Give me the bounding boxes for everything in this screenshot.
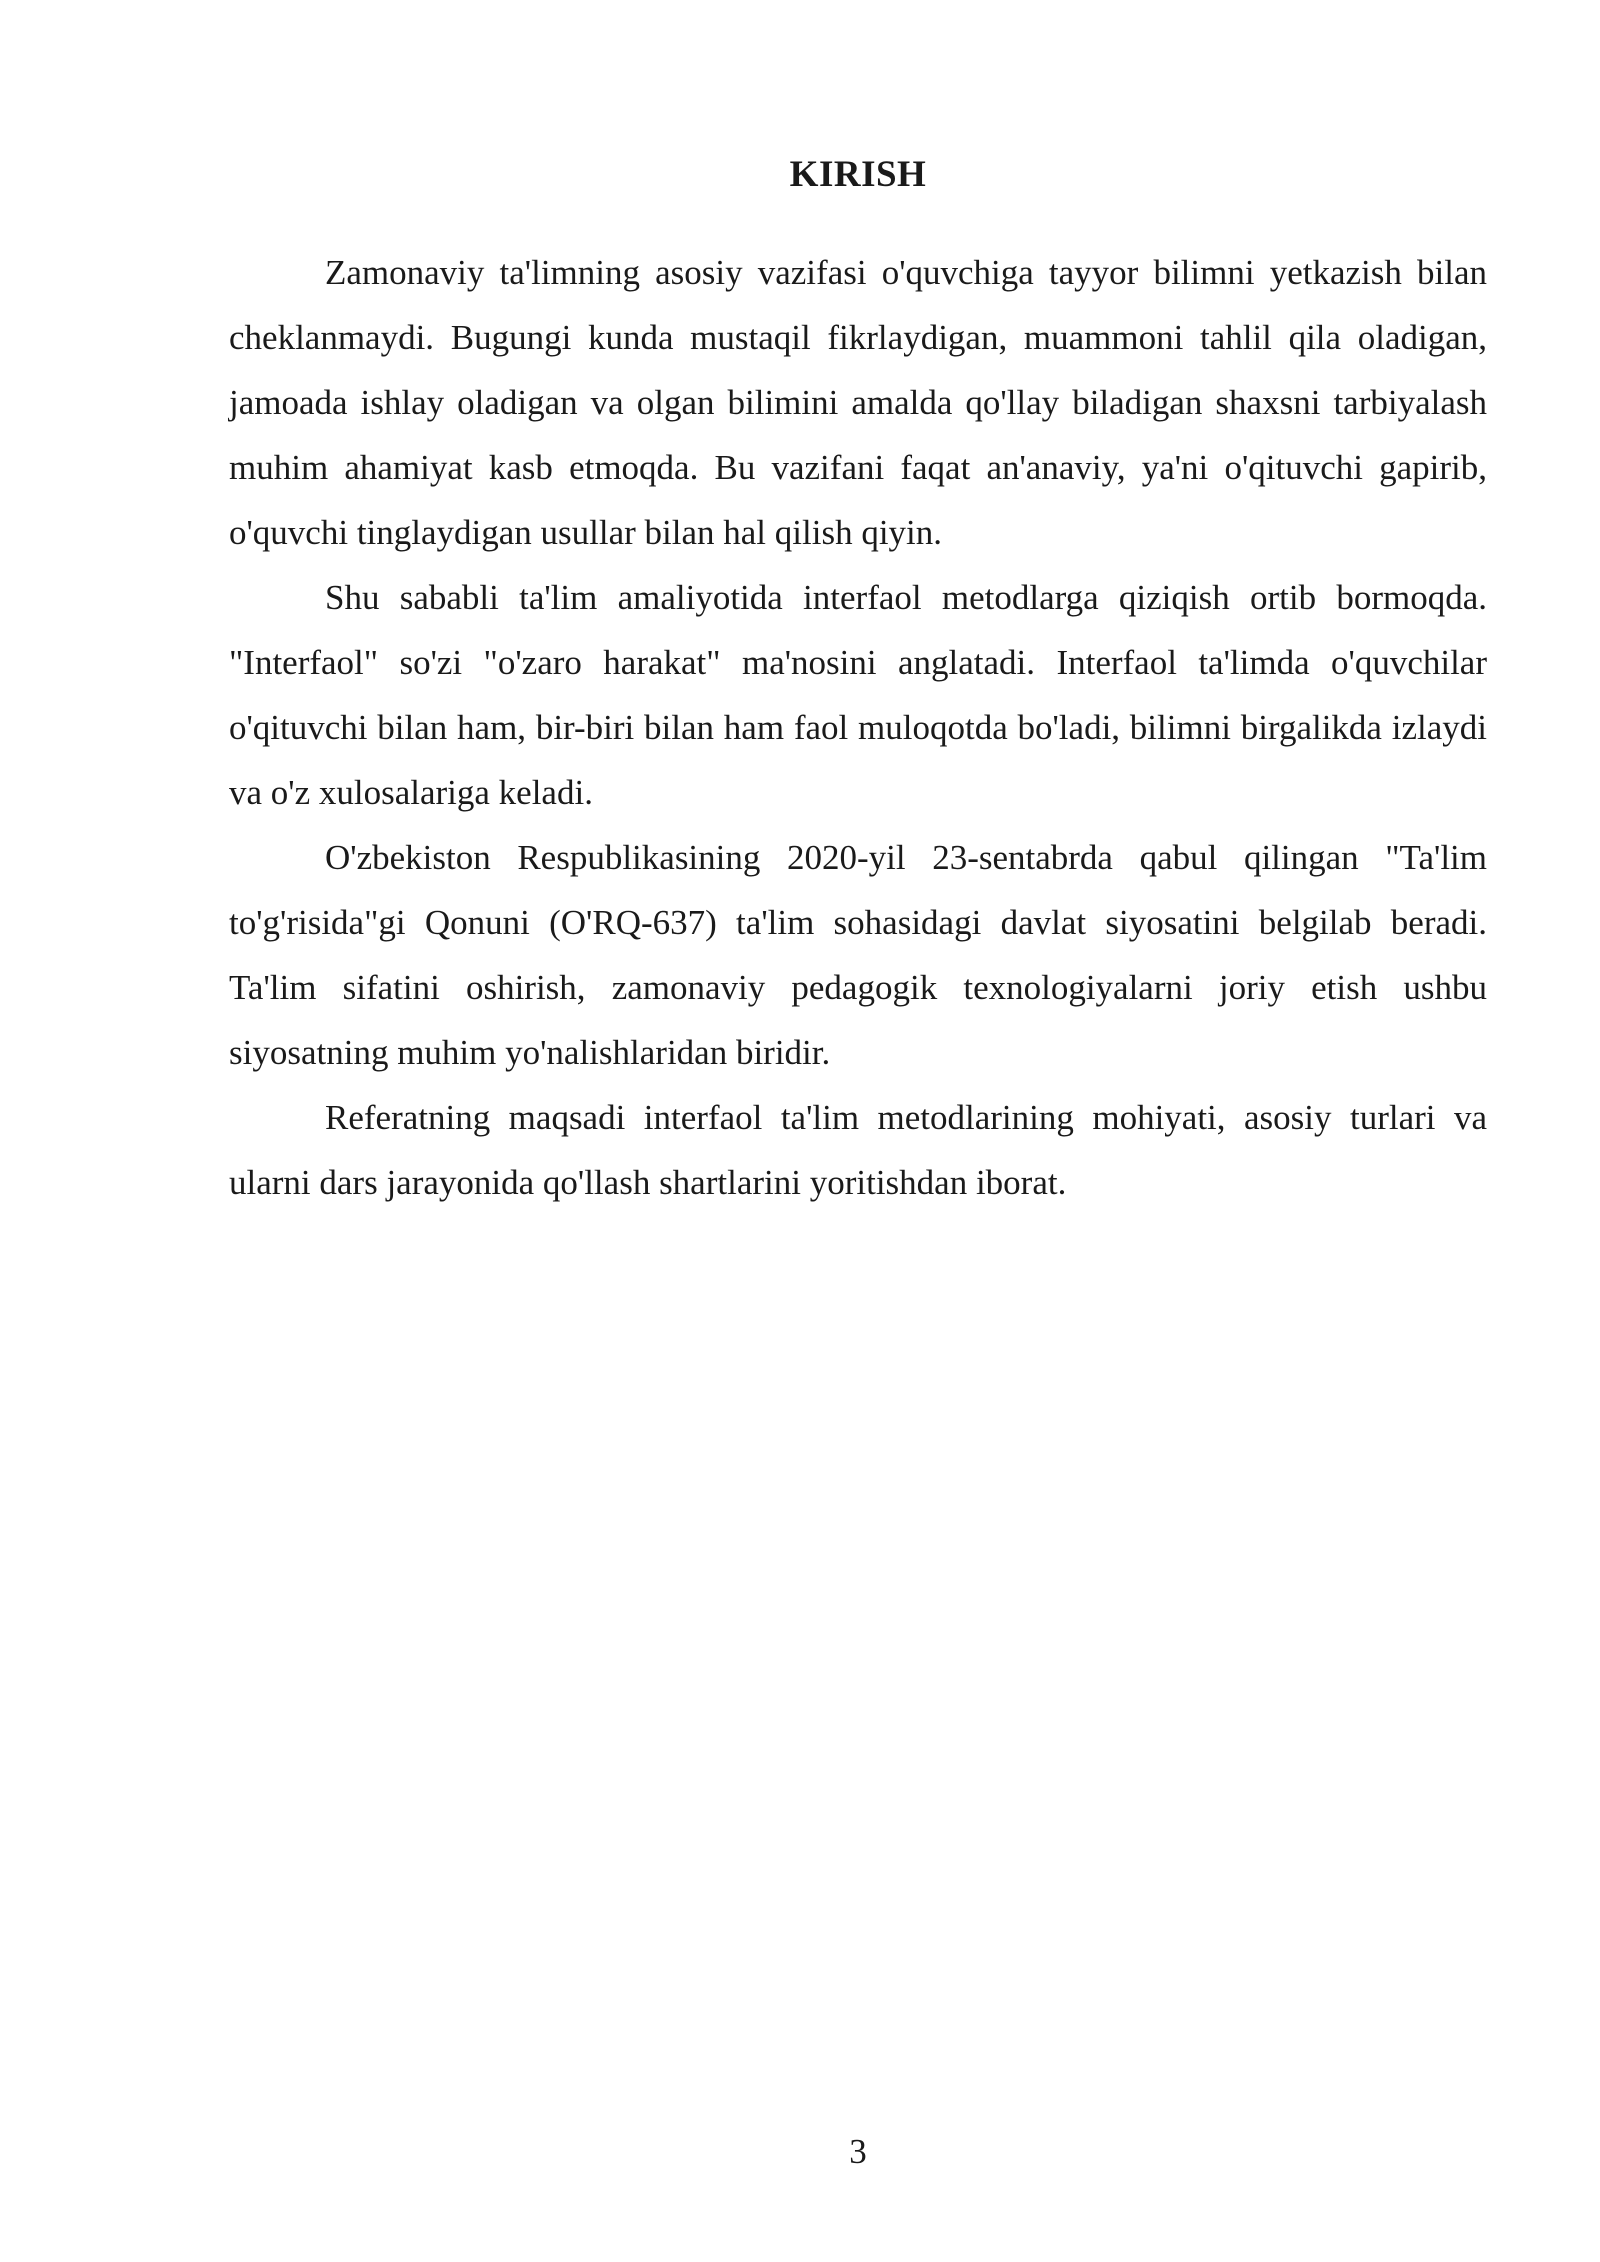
page-number: 3 (849, 2132, 867, 2171)
paragraph-2: Shu sababli ta'lim amaliyotida interfaol metodlarga qiziqish ortib bormoqda. "Interfaol" so'zi "o'zaro harakat" ma'nosini anglatadi. Interfaol ta'limda o'quvchilar o'qituvchi bilan ham, bir-biri bilan ham faol muloqotda bo'ladi, bilimni birgalikda izlaydi va o'z xulosalariga keladi. (229, 578, 1487, 812)
paragraph-3: O'zbekiston Respublikasining 2020-yil 23-sentabrda qabul qilingan "Ta'lim to'g'risida"gi Qonuni (O'RQ-637) ta'lim sohasidagi davlat siyosatini belgilab beradi. Ta'lim sifatini oshirish, zamonaviy pedagogik texnologiyalarni joriy etish ushbu siyosatning muhim yo'nalishlaridan biridir. (229, 838, 1487, 1072)
section-heading: KIRISH (789, 154, 927, 195)
paragraph-1: Zamonaviy ta'limning asosiy vazifasi o'quvchiga tayyor bilimni yetkazish bilan cheklanmaydi. Bugungi kunda mustaqil fikrlaydigan, muammoni tahlil qila oladigan, jamoada ishlay oladigan va olgan bilimini amalda qo'llay biladigan shaxsni tarbiyalash muhim ahamiyat kasb etmoqda. Bu vazifani faqat an'anaviy, ya'ni o'qituvchi gapirib, o'quvchi tinglaydigan usullar bilan hal qilish qiyin. (229, 253, 1487, 552)
paragraph-4: Referatning maqsadi interfaol ta'lim metodlarining mohiyati, asosiy turlari va ularni dars jarayonida qo'llash shartlarini yoritishdan iborat. (229, 1098, 1487, 1202)
body-text (229, 240, 1487, 1215)
